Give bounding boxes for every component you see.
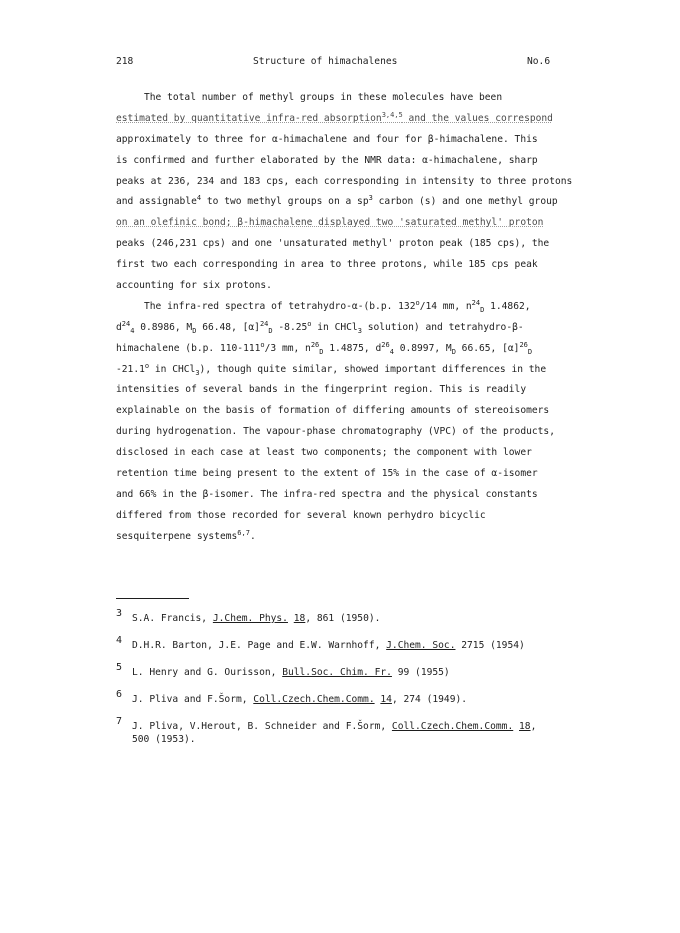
body-line: intensities of several bands in the fingerprint region. This is readily	[116, 384, 527, 396]
body-line: retention time being present to the extent of 15% in the case of α-isomer	[116, 468, 538, 480]
body-line: first two each corresponding in area to three protons, while 185 cps peak	[116, 259, 538, 271]
running-title: Structure of himachalenes	[253, 56, 398, 67]
page-number: 218	[116, 56, 134, 67]
body-line: explainable on the basis of formation of differing amounts of stereoisomers	[116, 405, 550, 417]
body-line: on an olefinic bond; β-himachalene displayed two 'saturated methyl' proton	[116, 217, 544, 229]
body-line: The infra-red spectra of tetrahydro-α-(b.p. 132$^o$/14 mm, $n^{24}_D$ 1.4862,	[144, 298, 531, 314]
reference-item: 4 D.H.R. Barton, J.E. Page and E.W. Warnhoff, J.Chem. Soc. 2715 (1954)	[116, 635, 525, 651]
page-header	[0, 56, 680, 70]
body-line: differed from those recorded for several known perhydro bicyclic	[116, 509, 486, 521]
reference-number: 6	[116, 689, 123, 700]
reference-item: 5 L. Henry and G. Ourisson, Bull.Soc. Chim. Fr. 99 (1955)	[116, 662, 450, 678]
body-line: The total number of methyl groups in these molecules have been	[144, 92, 503, 103]
body-line: peaks (246,231 cps) and one 'unsaturated methyl' proton peak (185 cps), the	[116, 238, 550, 250]
body-line: $d^{24}_4$ 0.8986, $M_D$ 66.48, $[\alpha]^{24}_D$ -8.25$^o$ in CHCl$_3$ solution) and tetrahydro-β-	[116, 319, 524, 335]
body-line: is confirmed and further elaborated by the NMR data: α-himachalene, sharp	[116, 154, 538, 166]
reference-number: 5	[116, 662, 123, 673]
body-line: during hydrogenation. The vapour-phase chromatography (VPC) of the products,	[116, 426, 555, 438]
reference-number: 4	[116, 635, 123, 646]
reference-item: 6 J. Pliva and F.Šorm, Coll.Czech.Chem.Comm. 14, 274 (1949).	[116, 689, 468, 705]
body-line: -21.1$^o$ in CHCl$_3$), though quite similar, showed important differences in the	[116, 361, 547, 377]
reference-item: 3 S.A. Francis, J.Chem. Phys. 18, 861 (1950).	[116, 608, 381, 624]
body-line: himachalene (b.p. 110-111$^o$/3 mm, $n^{26}_D$ 1.4875, $d^{26}_4$ 0.8997, $M_D$ 66.65, $[\alpha]^{26}_D$	[116, 340, 533, 356]
reference-item: 7 J. Pliva, V.Herout, B. Schneider and F.Šorm, Coll.Czech.Chem.Comm. 18, 500 (1953).	[116, 716, 537, 745]
reference-list	[116, 608, 556, 753]
body-line: estimated by quantitative infra-red absorption$^{3,4,5}$ and the values correspond	[116, 110, 553, 124]
body-line: peaks at 236, 234 and 183 cps, each corresponding in intensity to three protons	[116, 175, 573, 187]
body-line: disclosed in each case at least two components; the component with lower	[116, 447, 532, 459]
body-line: and assignable$^4$ to two methyl groups on a $sp^3$ carbon (s) and one methyl group	[116, 194, 558, 208]
body-line: sesquiterpene systems$^{6,7}$.	[116, 528, 256, 542]
article-body	[116, 88, 573, 548]
body-line: accounting for six protons.	[116, 280, 272, 292]
reference-number: 7	[116, 716, 123, 727]
body-line: and 66% in the β-isomer. The infra-red spectra and the physical constants	[116, 488, 538, 500]
reference-number: 3	[116, 608, 123, 619]
footnote-rule	[116, 598, 189, 599]
issue-number: No.6	[527, 56, 551, 67]
body-line: approximately to three for α-himachalene and four for β-himachalene. This	[116, 133, 538, 145]
